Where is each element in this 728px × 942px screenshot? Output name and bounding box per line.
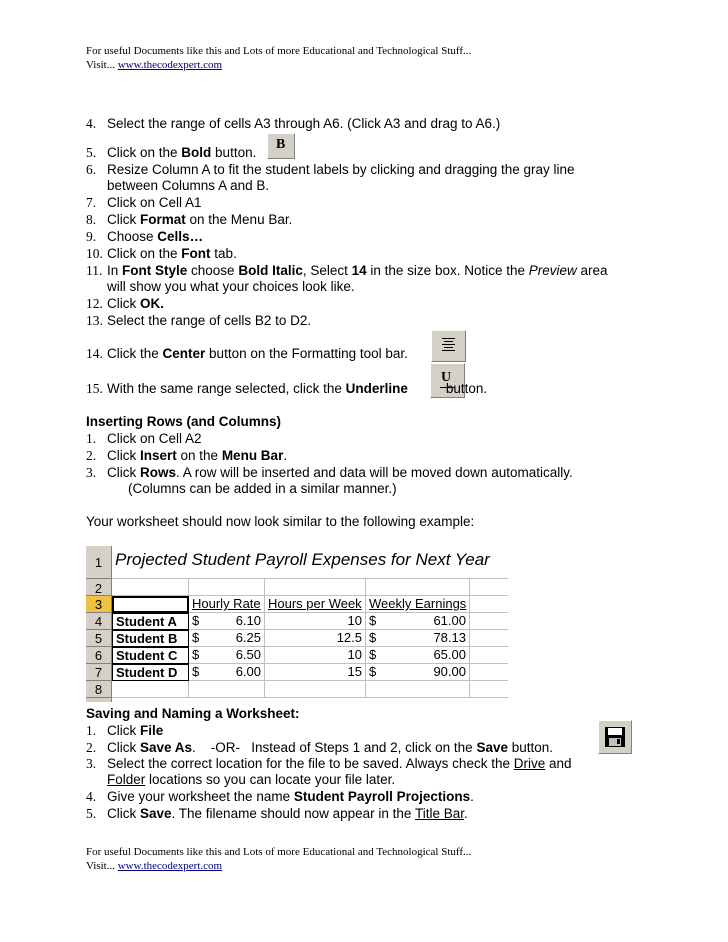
save-step-1: 1. Click File [86,723,164,738]
currency-value: 65.00 [433,647,466,662]
currency-symbol: $ [369,613,377,628]
currency-symbol: $ [369,647,377,662]
step-10: 10. Click on the Font tab. [86,246,237,261]
save-step-3-cont: Folder locations so you can locate your file later. [107,772,396,787]
step-14: 14. Click the Center button on the Formatting tool bar. [86,346,408,361]
value-cell: 10 [265,647,366,664]
step-11-cont: will show you what your choices look like. [107,279,355,294]
value-cell [189,664,265,681]
saving-heading: Saving and Naming a Worksheet: [86,706,300,721]
save-step-5: 5. Click Save. The filename should now appear in the Title Bar. [86,806,468,821]
value-cell [189,630,265,647]
currency-symbol: $ [369,630,377,645]
cell [265,681,366,698]
currency-symbol: $ [192,630,200,645]
save-step-4: 4. Give your worksheet the name Student Payroll Projections. [86,789,474,804]
cell [470,630,508,647]
value-cell [366,647,470,664]
step-13: 13. Select the range of cells B2 to D2. [86,313,312,328]
step-6-cont: between Columns A and B. [107,178,270,193]
value-cell: 10 [265,613,366,630]
worksheet-example [86,546,508,702]
cell [470,647,508,664]
step-12: 12. Click OK. [86,296,165,311]
student-name-cell: Student D [112,664,189,681]
row-header: 7 [86,664,112,681]
cell [265,579,366,596]
currency-value: 90.00 [433,664,466,679]
insert-step-1: 1. Click on Cell A2 [86,431,202,446]
student-name-cell: Student C [112,647,189,664]
step-5: 5. Click on the Bold button. [86,145,257,160]
cell [470,596,508,613]
cell [470,579,508,596]
currency-value: 6.00 [235,664,261,679]
row-header: 3 [86,596,112,613]
row-header: 1 [86,546,112,579]
currency-symbol: $ [192,613,200,628]
student-name-cell: Student B [112,630,189,647]
header-text: For useful Documents like this and Lots of more Educational and Technological Stuff... [86,45,472,57]
save-icon [598,720,632,754]
center-align-icon [431,330,466,362]
value-cell [189,613,265,630]
value-cell [189,647,265,664]
cell [189,579,265,596]
header-hours-per-week: Hours per Week [265,596,366,613]
insert-step-3: 3. Click Rows. A row will be inserted and data will be moved down automatically. [86,465,573,480]
step-8: 8. Click Format on the Menu Bar. [86,212,293,227]
cell [470,613,508,630]
step-15: 15. With the same range selected, click the Underline button. [86,381,488,396]
currency-symbol: $ [192,647,200,662]
step-7: 7. Click on Cell A1 [86,195,202,210]
currency-value: 78.13 [433,630,466,645]
value-cell: 15 [265,664,366,681]
inserting-heading: Inserting Rows (and Columns) [86,414,282,429]
sheet-title: Projected Student Payroll Expenses for Next Year [112,546,508,579]
cell [366,681,470,698]
currency-symbol: $ [192,664,200,679]
insert-step-2: 2. Click Insert on the Menu Bar. [86,448,288,463]
footer-text: For useful Documents like this and Lots of more Educational and Technological Stuff... [86,846,472,858]
insert-step-3-cont: (Columns can be added in a similar manner.) [128,481,397,496]
header-hourly-rate: Hourly Rate [189,596,265,613]
row-header: 4 [86,613,112,630]
underline-icon: U [430,363,465,398]
row-header [86,698,112,702]
step-9: 9. Choose Cells… [86,229,204,244]
currency-value: 6.25 [235,630,261,645]
header-weekly-earnings: Weekly Earnings [366,596,470,613]
active-cell [112,596,189,613]
footer-visit: Visit... www.thecodexpert.com [86,860,223,872]
cell [470,664,508,681]
cell [112,579,189,596]
value-cell: 12.5 [265,630,366,647]
bold-button-icon: B [267,133,295,159]
value-cell [366,630,470,647]
row-header: 5 [86,630,112,647]
cell [470,681,508,698]
value-cell [366,613,470,630]
currency-value: 6.10 [235,613,261,628]
step-6: 6. Resize Column A to fit the student labels by clicking and dragging the gray line [86,162,575,177]
worksheet-intro: Your worksheet should now look similar to the following example: [86,514,475,529]
save-step-2: 2. Click Save As. -OR- Instead of Steps 1 and 2, click on the Save button. [86,740,554,755]
header-visit: Visit... www.thecodexpert.com [86,59,223,71]
currency-symbol: $ [369,664,377,679]
currency-value: 61.00 [433,613,466,628]
cell [366,579,470,596]
save-step-3: 3. Select the correct location for the file to be saved. Always check the Drive and [86,756,572,771]
student-name-cell: Student A [112,613,189,630]
row-header: 2 [86,579,112,596]
value-cell [366,664,470,681]
row-header: 8 [86,681,112,698]
cell [112,681,189,698]
cell [189,681,265,698]
step-4: 4. Select the range of cells A3 through A6. (Click A3 and drag to A6.) [86,116,501,131]
step-11: 11. In Font Style choose Bold Italic, Select 14 in the size box. Notice the Preview area [86,263,608,278]
currency-value: 6.50 [235,647,261,662]
header-link[interactable]: www.thecodexpert.com [117,59,223,71]
footer-link[interactable]: www.thecodexpert.com [117,860,223,872]
row-header: 6 [86,647,112,664]
